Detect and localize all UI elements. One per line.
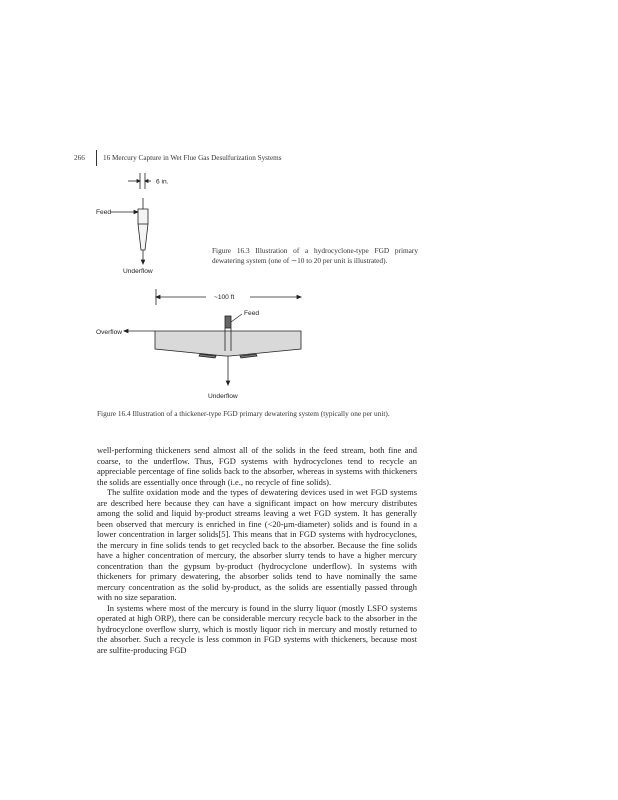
overflow-arrowhead [124, 329, 128, 332]
dimension-label: ~100 ft [214, 294, 235, 301]
overflow-label: Overflow [96, 329, 123, 336]
underflow-arrowhead [141, 260, 144, 264]
feed-leader-line [231, 314, 242, 322]
thickener-tank [155, 331, 301, 356]
body-text [97, 445, 417, 655]
feed-label: Feed [96, 209, 112, 216]
figure-16-4-caption: Figure 16.4 Illustration of a thickener-type FGD primary dewatering system (typically one per unit). [97, 409, 390, 418]
feed-label: Feed [244, 310, 260, 317]
underflow-label: Underflow [208, 393, 238, 400]
dimension-arrowhead-left [137, 180, 140, 183]
header-divider [96, 150, 97, 166]
underflow-label: Underflow [123, 268, 153, 275]
dimension-label: 6 in. [156, 178, 169, 186]
running-header [74, 150, 282, 166]
underflow-arrowhead [226, 381, 229, 385]
page-number: 266 [74, 154, 85, 162]
feed-well [225, 316, 231, 328]
paragraph: well-performing thickeners send almost all of the solids in the feed stream, both fine and coarse, to the underflow. Thus, FGD systems with hydrocyclones tend to recycle an appreciable percentage of fine solids back to the absorber, whereas in systems with thickeners the solids are essentially once through (i.e., no recycle of fine solids). [97, 445, 417, 487]
hydrocyclone-body [138, 209, 148, 250]
paragraph: In systems where most of the mercury is found in the slurry liquor (mostly LSFO systems operated at high ORP), there can be considerable mercury recycle back to the absorber in the hydrocyclone overflow slurry, which is mostly liquor rich in mercury and mostly returned to the absorber. Such a recycle is less common in FGD systems with thickeners, because most are sulfite-producing FGD [97, 602, 417, 655]
figure-16-4-thickener-diagram [94, 285, 424, 407]
paragraph: The sulfite oxidation mode and the types of dewatering devices used in wet FGD systems are described here because they can have a significant impact on how mercury distributes among the solid and liquid by-product streams leaving a wet FGD system. It has generally been observed that mercury is enriched in fine (<20-μm-diameter) solids and is found in a lower concentration in larger solids[5]. This means that in FGD systems with hydrocyclones, the mercury in fine solids tends to get recycled back to the absorber. Because the fine solids have a higher concentration of mercury, the absorber slurry tends to have a higher mercury concentration than the gypsum by-product (hydrocyclone underflow). In systems with thickeners for primary dewatering, the absorber solids tend to have nominally the same mercury concentration as the solid by-product, as the solids are essentially passed through with no size separation. [97, 487, 417, 602]
figure-16-3-caption: Figure 16.3 Illustration of a hydrocyclone-type FGD primary dewatering system (one of ∼10 to 20 per unit is illustrated). [212, 246, 418, 265]
running-title: 16 Mercury Capture in Wet Flue Gas Desulfurization Systems [103, 154, 282, 162]
dimension-arrowhead-right [297, 295, 301, 298]
feed-arrowhead [134, 210, 138, 213]
dimension-arrowhead-left [156, 295, 160, 298]
